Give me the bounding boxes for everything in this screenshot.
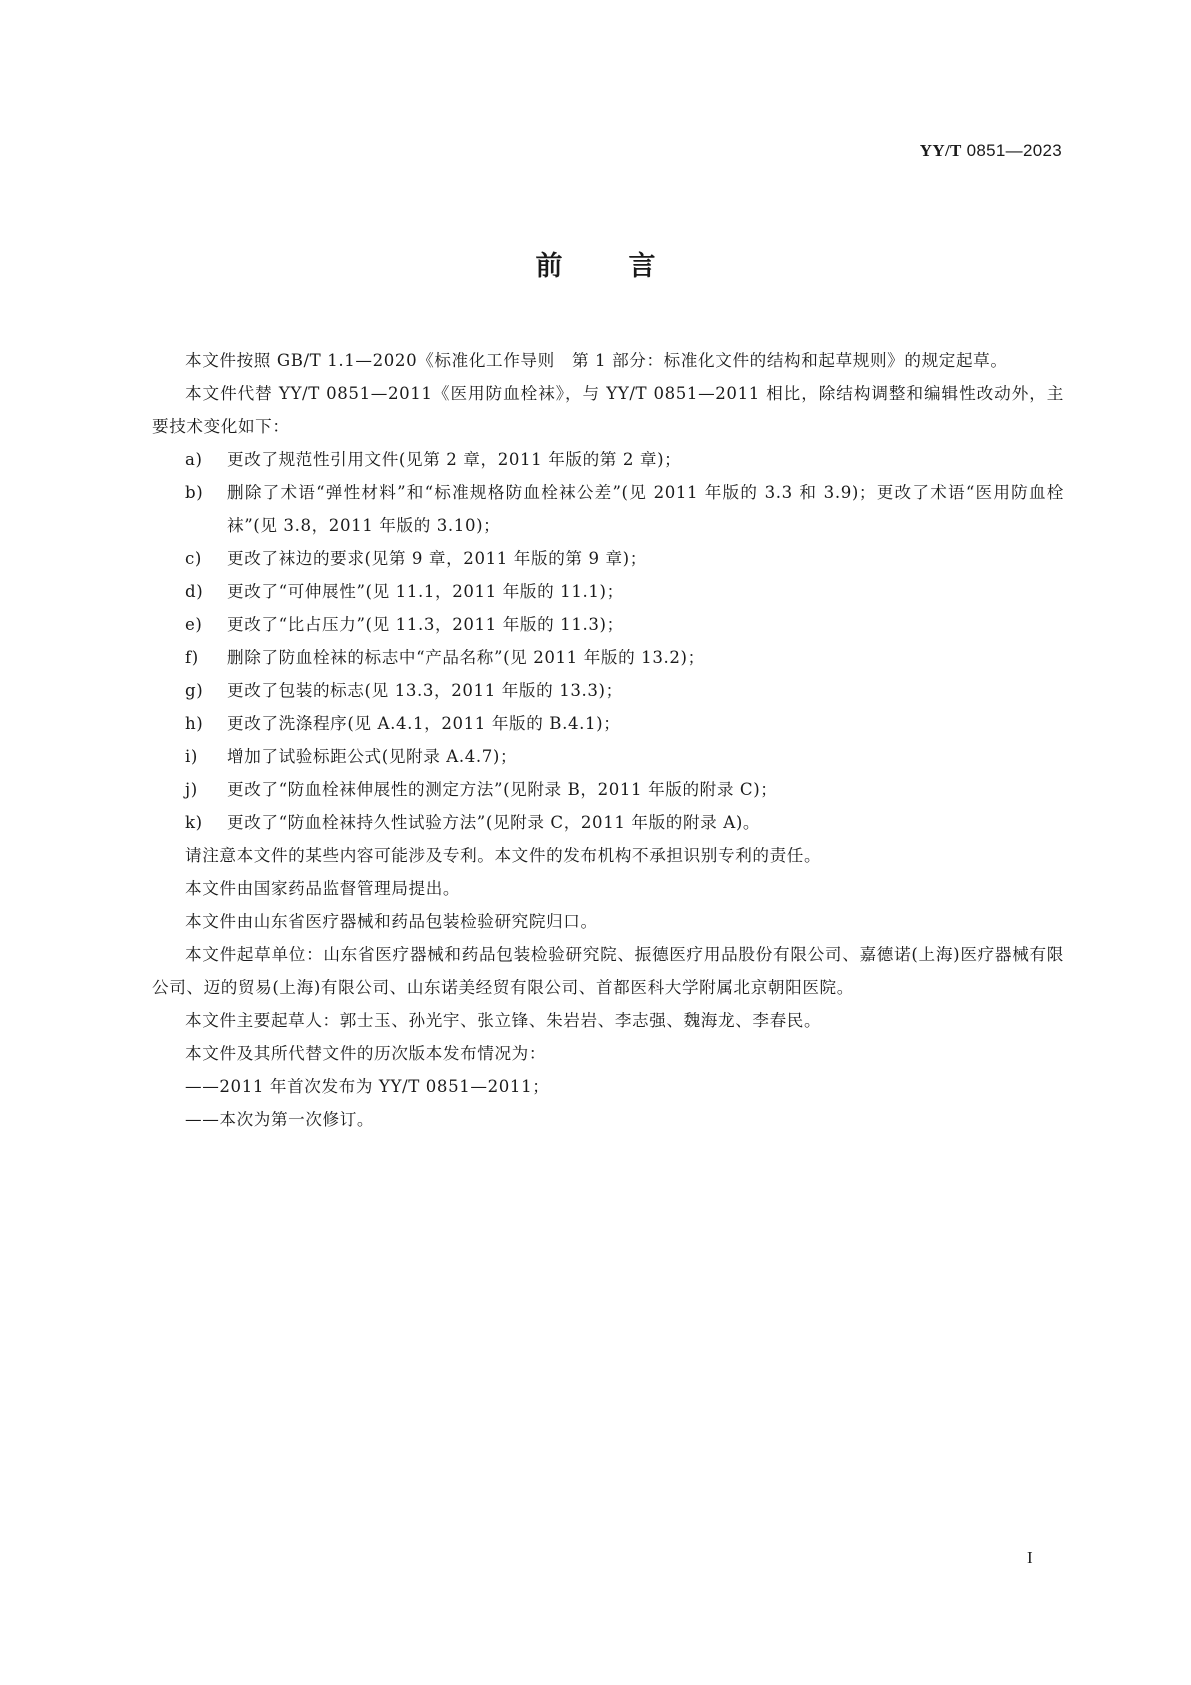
page-title: 前言 [535,251,722,282]
paragraph-replacement: 本文件代替 YY/T 0851—2011《医用防血栓袜》，与 YY/T 0851—2011 相比，除结构调整和编辑性改动外，主要技术变化如下： [152,384,1064,436]
list-marker: c) [185,549,202,568]
list-item [152,476,1064,542]
history-item: ——2011 年首次发布为 YY/T 0851—2011； [185,1077,550,1096]
list-item-text: 更改了“比占压力”(见 11.3，2011 年版的 11.3)； [227,615,624,634]
history-item: ——本次为第一次修订。 [185,1110,375,1129]
changes-list [152,443,1064,839]
list-marker: g) [185,681,204,700]
list-item [152,641,1064,674]
list-item-text: 更改了洗涤程序(见 A.4.1，2011 年版的 B.4.1)； [227,714,621,733]
list-marker: e) [185,615,203,634]
list-marker: b) [185,483,204,502]
list-item [152,674,1064,707]
paragraph-version-history-intro: 本文件及其所代替文件的历次版本发布情况为： [185,1044,547,1063]
list-marker: f) [185,648,199,667]
paragraph-drafters: 本文件主要起草人：郭士玉、孙光宇、张立锋、朱岩岩、李志强、魏海龙、李春民。 [185,1011,822,1030]
list-item-text: 删除了术语“弹性材料”和“标准规格防血栓袜公差”(见 2011 年版的 3.3 和 3.9)；更改了术语“医用防血栓袜”(见 3.8，2011 年版的 3.10)； [227,483,1064,535]
list-marker: a) [185,450,203,469]
list-marker: j) [185,780,198,799]
paragraph-drafting-rules: 本文件按照 GB/T 1.1—2020《标准化工作导则 第 1 部分：标准化文件的结构和起草规则》的规定起草。 [185,351,1008,370]
list-item [152,575,1064,608]
list-item [152,707,1064,740]
list-item [152,806,1064,839]
list-item [152,542,1064,575]
list-item [152,443,1064,476]
list-marker: i) [185,747,198,766]
list-item [152,773,1064,806]
list-item-text: 更改了袜边的要求(见第 9 章，2011 年版的第 9 章)； [227,549,647,568]
list-item-text: 增加了试验标距公式(见附录 A.4.7)； [227,747,518,766]
standard-number: 0851—2023 [961,141,1062,160]
paragraph-centralized-by: 本文件由山东省医疗器械和药品包装检验研究院归口。 [185,912,598,931]
document-header [920,141,1062,161]
page-number: I [1027,1548,1033,1567]
paragraph-drafting-units: 本文件起草单位：山东省医疗器械和药品包装检验研究院、振德医疗用品股份有限公司、嘉德诺(上海)医疗器械有限公司、迈的贸易(上海)有限公司、山东诺美经贸有限公司、首都医科大学附属北京朝阳医院。 [152,945,1064,997]
standard-prefix: YY/T [919,141,962,160]
list-item-text: 更改了包装的标志(见 13.3，2011 年版的 13.3)； [227,681,623,700]
list-item-text: 删除了防血栓袜的标志中“产品名称”(见 2011 年版的 13.2)； [227,648,705,667]
paragraph-patent-notice: 请注意本文件的某些内容可能涉及专利。本文件的发布机构不承担识别专利的责任。 [185,846,822,865]
list-item [152,608,1064,641]
list-item-text: 更改了“防血栓袜伸展性的测定方法”(见附录 B，2011 年版的附录 C)； [227,780,778,799]
list-item-text: 更改了“防血栓袜持久性试验方法”(见附录 C，2011 年版的附录 A)。 [227,813,761,832]
list-marker: d) [185,582,204,601]
list-marker: h) [185,714,204,733]
list-item [152,740,1064,773]
list-item-text: 更改了“可伸展性”(见 11.1，2011 年版的 11.1)； [227,582,624,601]
list-marker: k) [185,813,203,832]
foreword-body [152,344,1064,1136]
list-item-text: 更改了规范性引用文件(见第 2 章，2011 年版的第 2 章)； [227,450,682,469]
paragraph-proposer: 本文件由国家药品监督管理局提出。 [185,879,461,898]
